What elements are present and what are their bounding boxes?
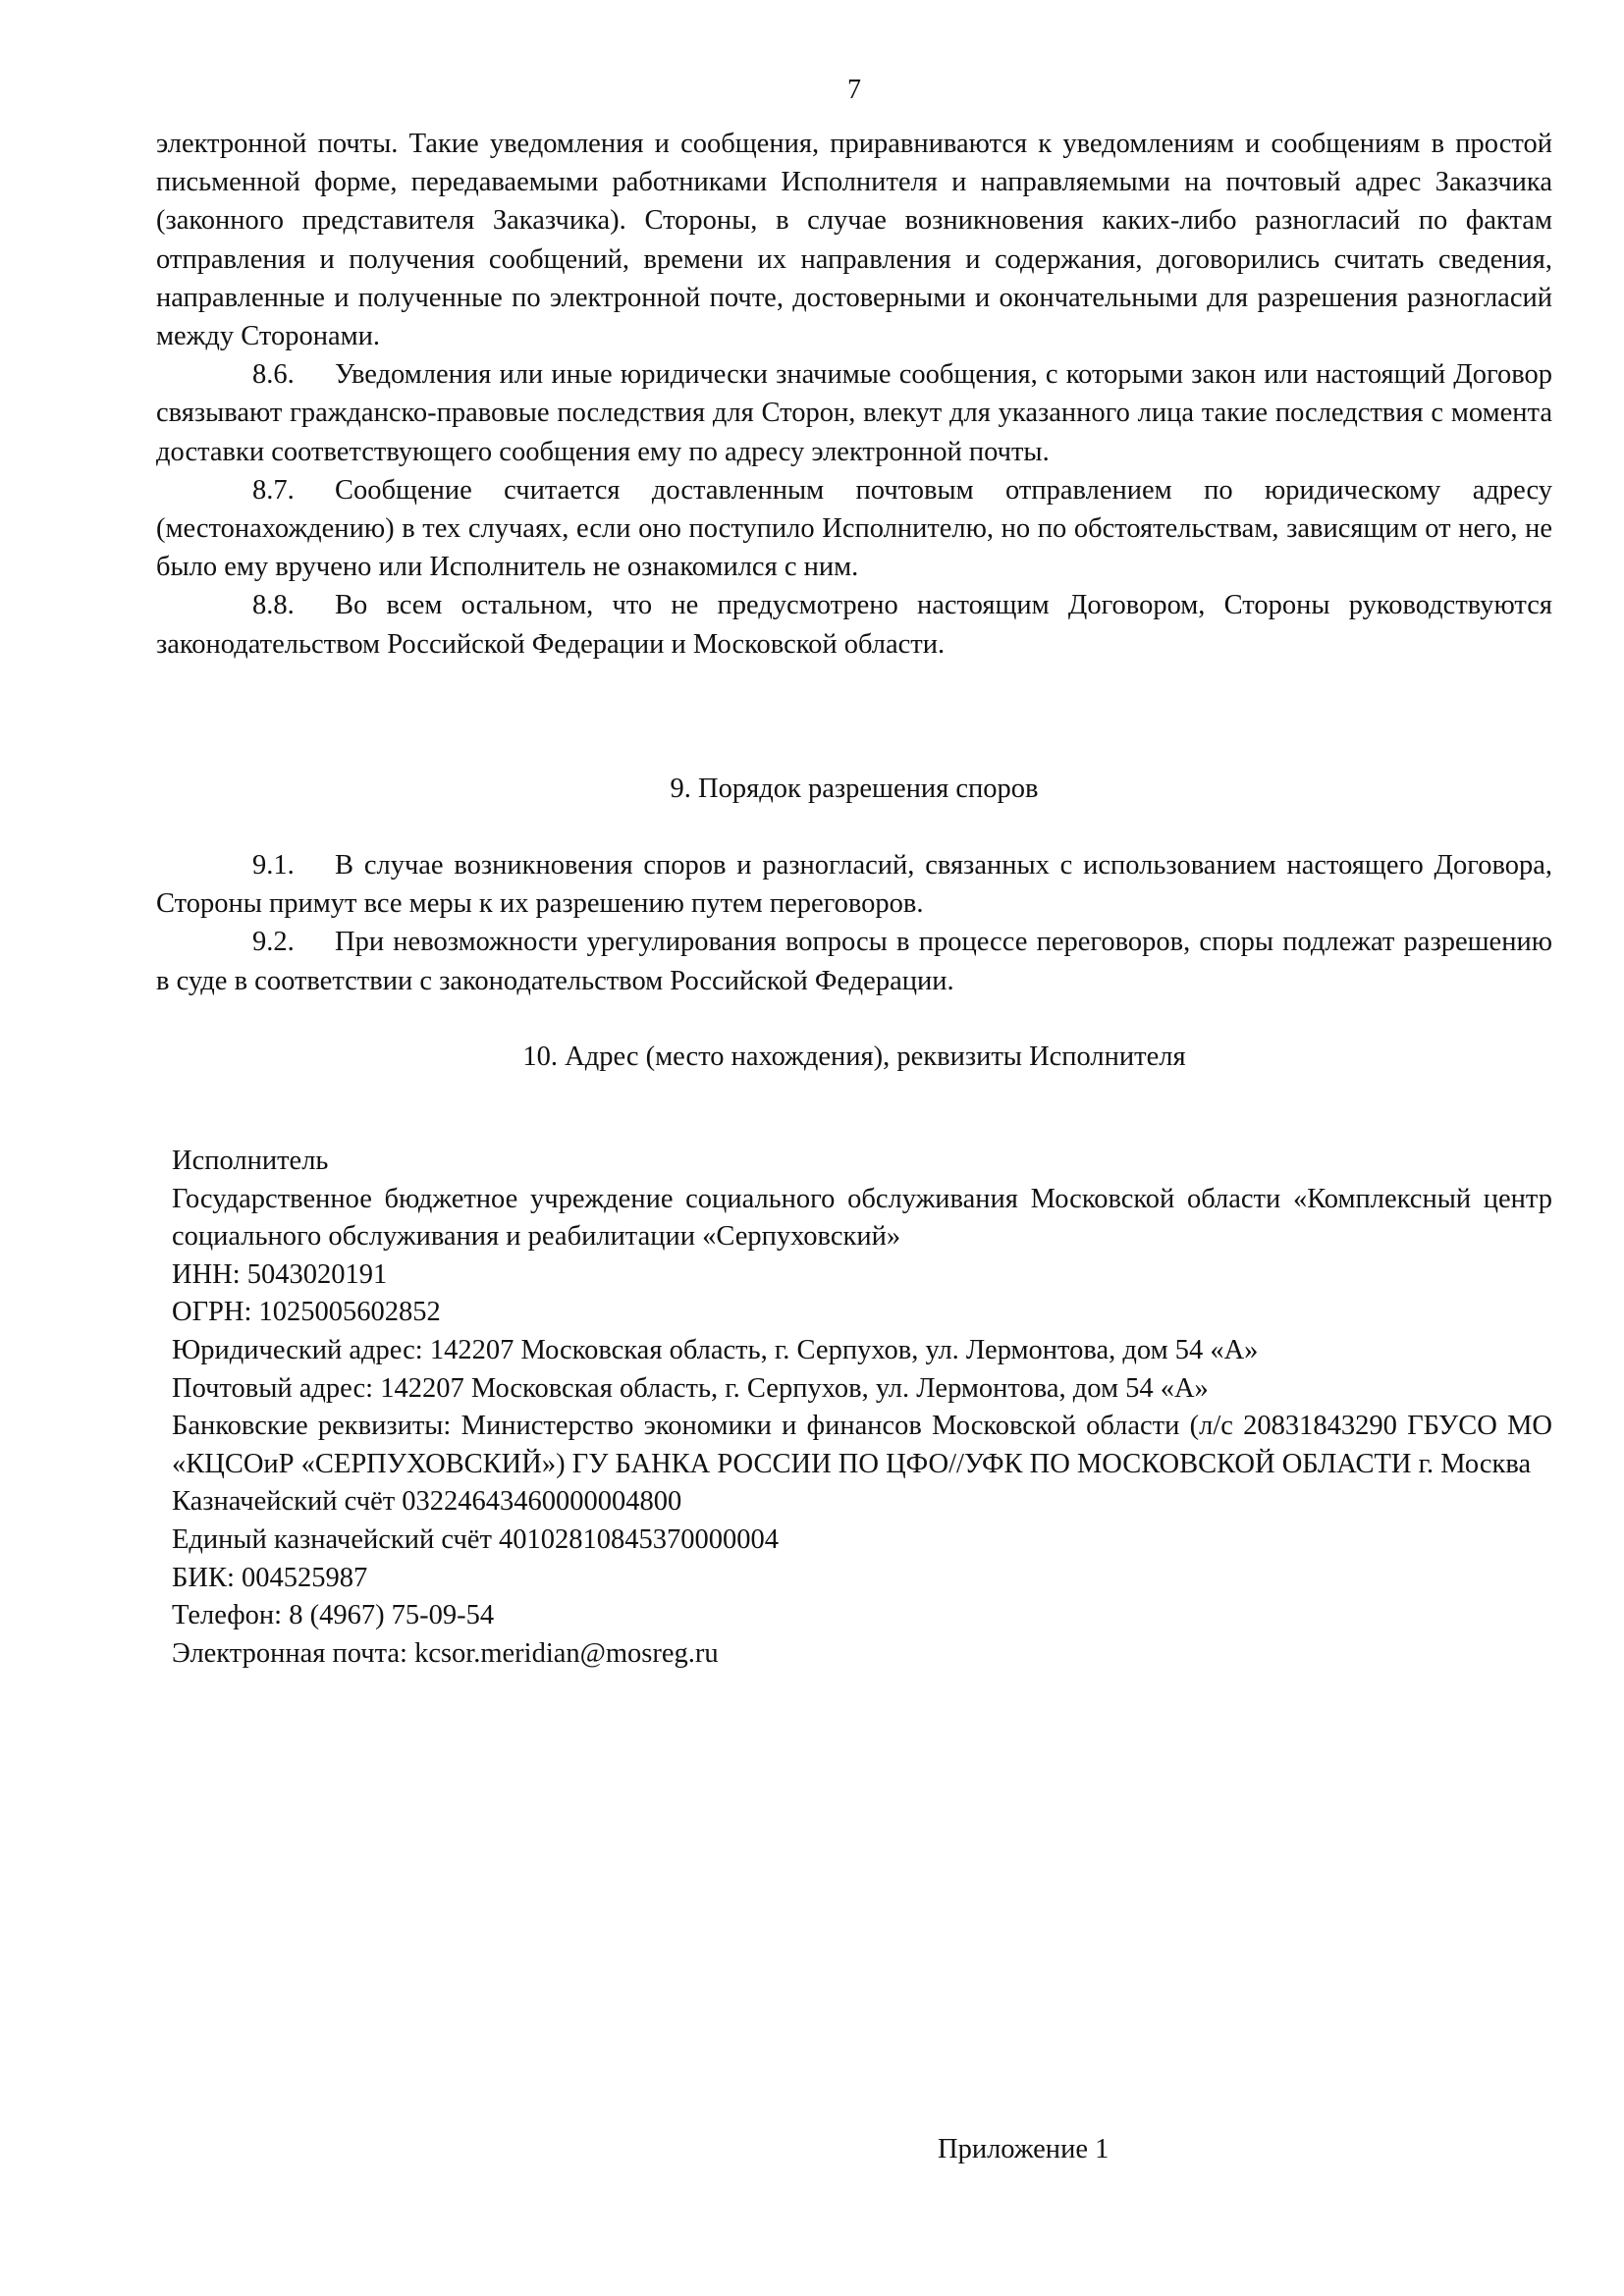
clause-text: При невозможности урегулирования вопросы в процессе переговоров, споры подлежат разрешению в суде в соответствии с законодательством Российской Федерации. [156,927,1552,996]
executor-bank-details: Банковские реквизиты: Министерство экономики и финансов Московской области (л/с 20831843290 ГБУСО МО «КЦСОиР «СЕРПУХОВСКИЙ») ГУ БАНКА РОССИИ ПО ЦФО//УФК ПО МОСКОВСКОЙ ОБЛАСТИ г. Москва [172,1411,1552,1479]
clause-8-8 [156,586,1552,663]
clause-text: В случае возникновения споров и разногласий, связанных с использованием настоящего Договора, Стороны примут все меры к их разрешению путем переговоров. [156,850,1552,920]
executor-phone: Телефон: 8 (4967) 75-09-54 [172,1600,495,1631]
clause-8-6 [156,355,1552,471]
section-9-body [156,846,1552,1000]
clause-8-7 [156,471,1552,587]
executor-bik: БИК: 004525987 [172,1562,368,1593]
clause-9-2 [156,923,1552,999]
executor-inn: ИНН: 5043020191 [172,1258,388,1290]
clause-number: 9.2. [252,927,295,958]
clause-9-1 [156,846,1552,923]
section-9-heading: 9. Порядок разрешения споров [670,774,1039,804]
clause-text: Уведомления или иные юридически значимые сообщения, с которыми закон или настоящий Договор связывают гражданско-правовые последствия для Сторон, влекут для указанного лица такие последствия с момента доставки соответствующего сообщения ему по адресу электронной почты. [156,359,1552,467]
clause-number: 8.6. [252,359,295,391]
section-8-body [156,125,1552,664]
clause-text: Во всем остальном, что не предусмотрено настоящим Договором, Стороны руководствуются законодательством Российской Федерации и Московской области. [156,590,1552,660]
executor-legal-address: Юридический адрес: 142207 Московская область, г. Серпухов, ул. Лермонтова, дом 54 «А» [172,1334,1259,1365]
executor-details [172,1143,1552,1673]
clause-number: 9.1. [252,850,295,881]
executor-title: Исполнитель [172,1146,329,1176]
continuation-paragraph: электронной почты. Такие уведомления и сообщения, приравниваются к уведомлениям и сообщениям в простой письменной форме, передаваемыми работниками Исполнителя и направляемыми на почтовый адрес Заказчика (законного представителя Заказчика). Стороны, в случае возникновения каких-либо разногласий по фактам отправления и получения сообщений, времени их направления и содержания, договорились считать сведения, направленные и полученные по электронной почте, достоверными и окончательными для разрешения разногласий между Сторонами. [156,129,1552,352]
appendix-label: Приложение 1 [938,2134,1110,2164]
clause-number: 8.8. [252,590,295,621]
executor-email: Электронная почта: kcsor.meridian@mosreg.ru [172,1637,719,1669]
executor-postal-address: Почтовый адрес: 142207 Московская область, г. Серпухов, ул. Лермонтова, дом 54 «А» [172,1372,1209,1404]
executor-treasury-account: Казначейский счёт 03224643460000004800 [172,1486,682,1518]
clause-number: 8.7. [252,474,295,506]
clause-text: Сообщение считается доставленным почтовым отправлением по юридическому адресу (местонахождению) в тех случаях, если оно поступило Исполнителю, но по обстоятельствам, зависящим от него, не было ему вручено или Исполнитель не ознакомился с ним. [156,474,1552,583]
section-10-heading: 10. Адрес (место нахождения), реквизиты Исполнителя [522,1041,1186,1072]
executor-org-name: Государственное бюджетное учреждение социального обслуживания Московской области «Комплексный центр социального обслуживания и реабилитации «Серпуховский» [172,1183,1552,1253]
executor-single-treasury-account: Единый казначейский счёт 40102810845370000004 [172,1523,780,1555]
page-number: 7 [847,75,861,105]
executor-ogrn: ОГРН: 1025005602852 [172,1297,441,1328]
